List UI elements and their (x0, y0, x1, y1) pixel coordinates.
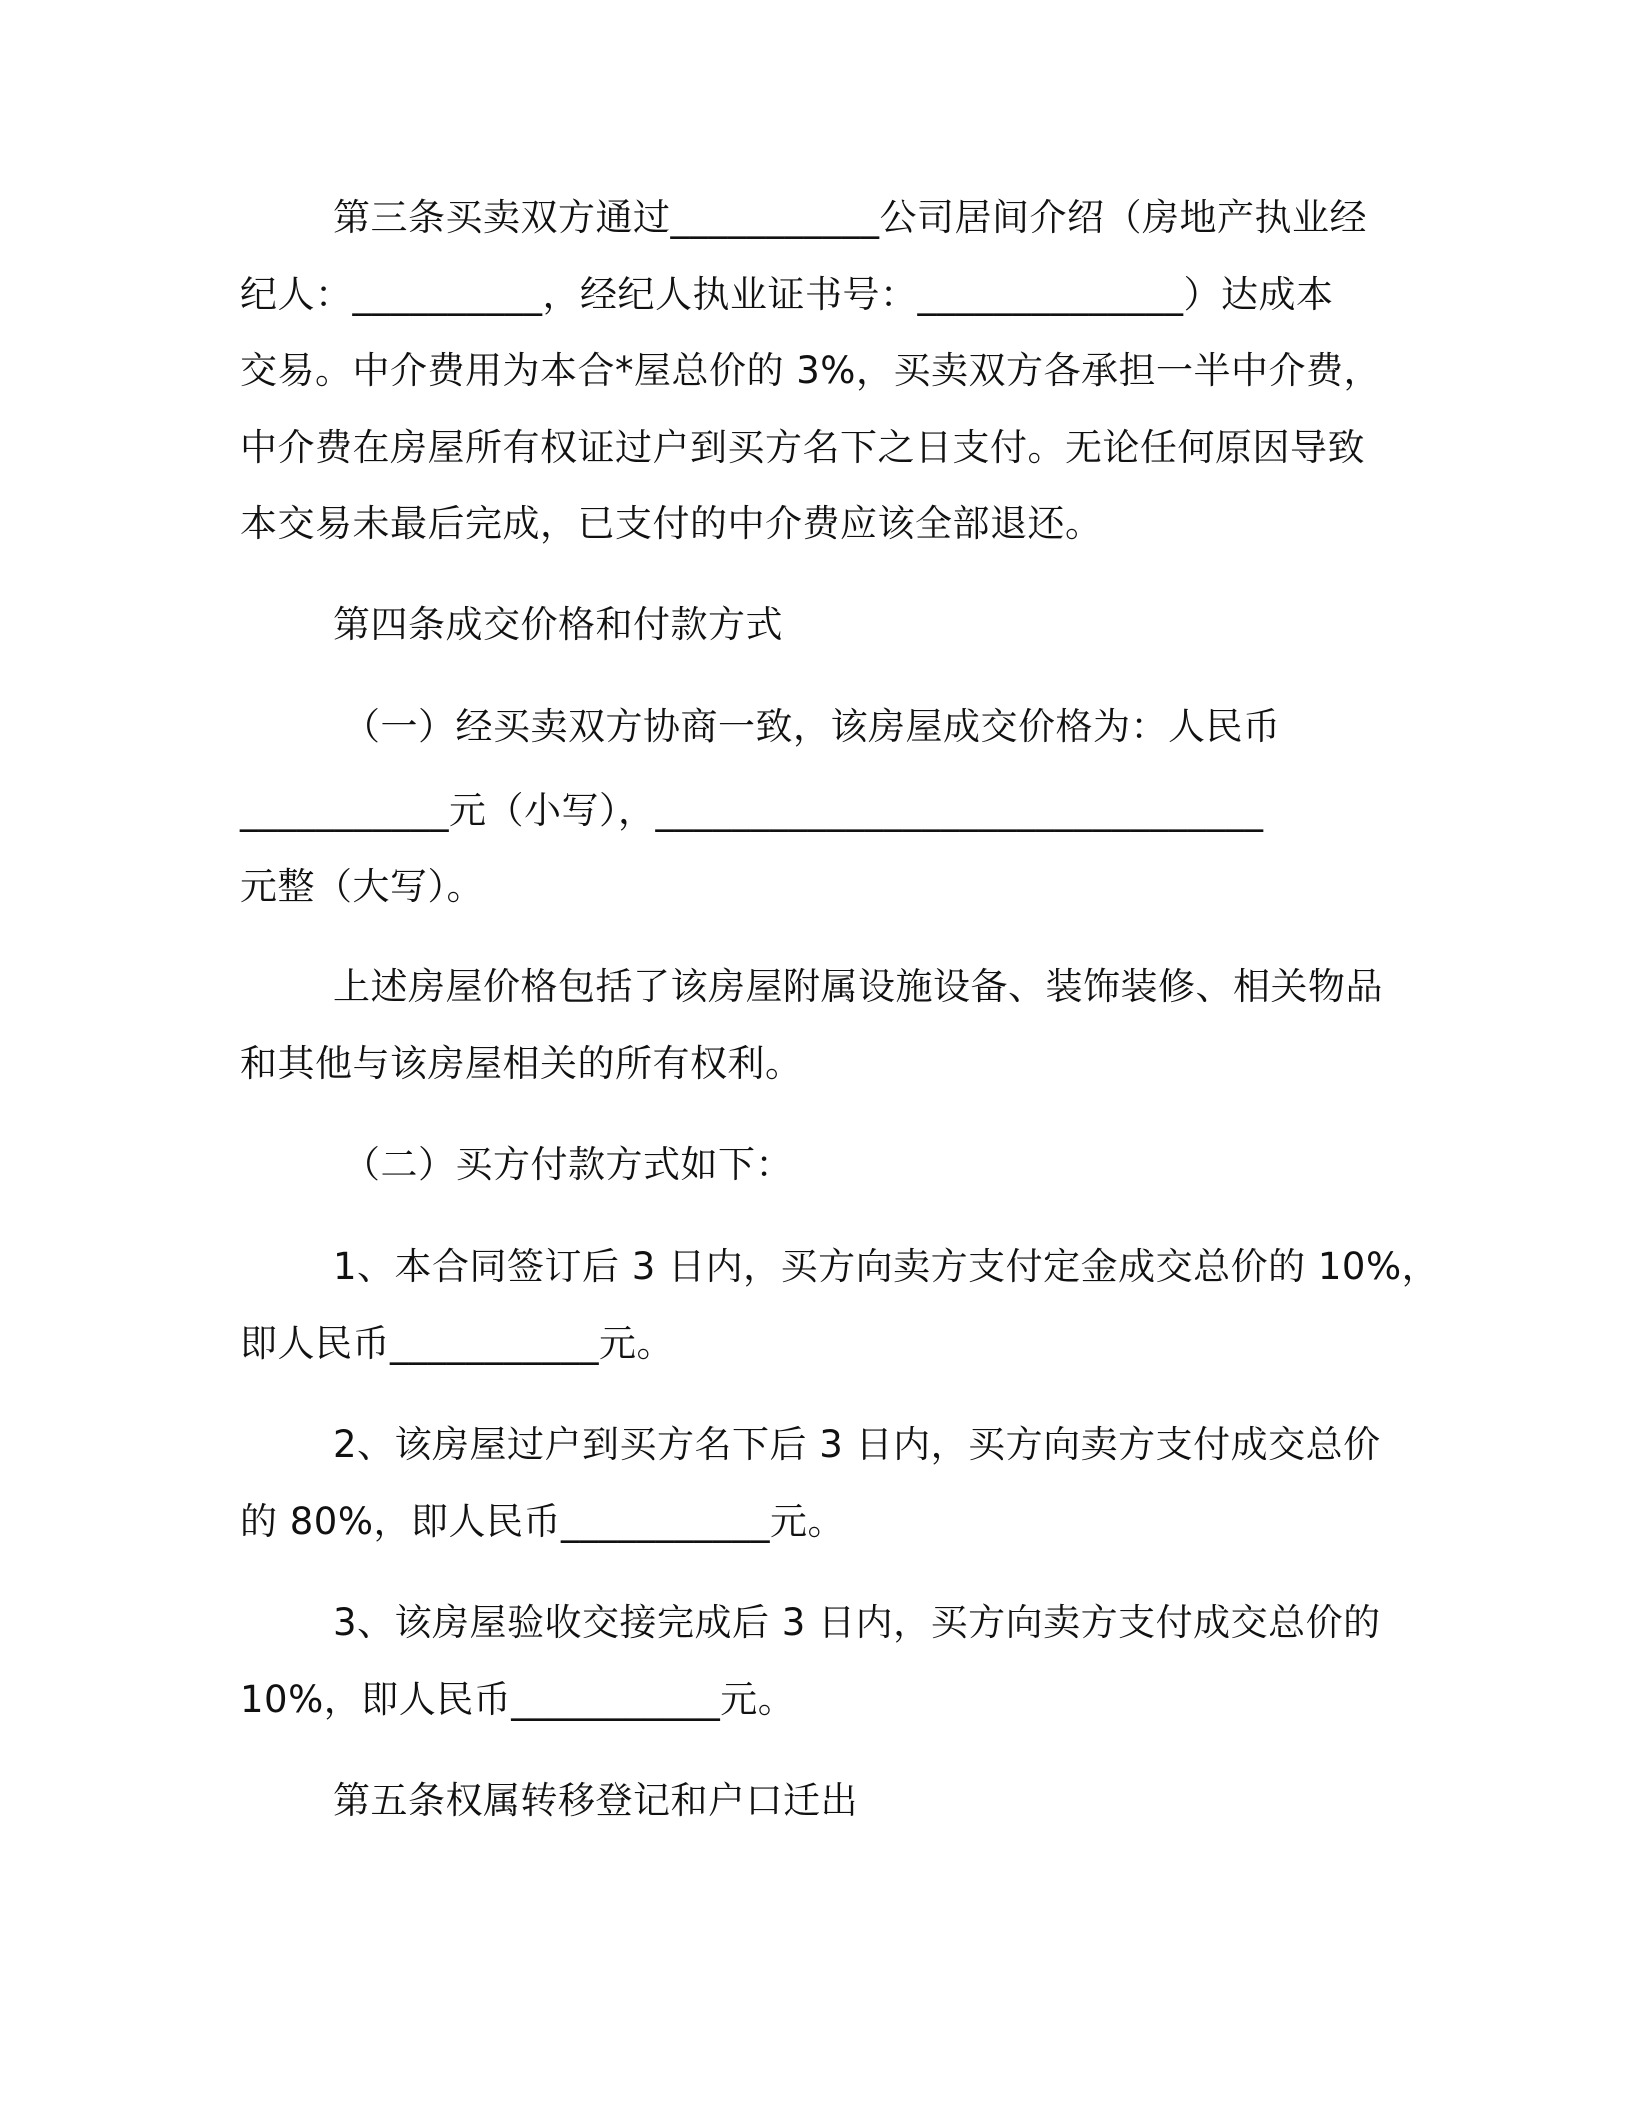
article-3-line-5: 本交易未最后完成，已支付的中介费应该全部退还。 (240, 502, 1103, 545)
payment-2-line-1: 2、该房屋过户到买方名下后 3 日内，买方向卖方支付成交总价 (333, 1423, 1381, 1466)
article-3-line-2: 纪人：__________，经纪人执业证书号：______________）达成本 (240, 273, 1334, 316)
article-3-line-1: 第三条买卖双方通过___________公司居间介绍（房地产执业经 (333, 196, 1367, 239)
price-clause-line-3: 元整（大写）。 (240, 865, 484, 908)
payment-3-line-1: 3、该房屋验收交接完成后 3 日内，买方向卖方支付成交总价的 (333, 1601, 1381, 1644)
payment-1-line-1: 1、本合同签订后 3 日内，买方向卖方支付定金成交总价的 10%， (333, 1245, 1440, 1288)
payment-method-heading: （二）买方付款方式如下： (343, 1143, 793, 1186)
article-3-line-3: 交易。中介费用为本合*屋总价的 3%，买卖双方各承担一半中介费， (240, 349, 1381, 392)
article-4-heading: 第四条成交价格和付款方式 (333, 603, 783, 646)
price-clause-line-1: （一）经买卖双方协商一致，该房屋成交价格为：人民币 (343, 705, 1281, 748)
article-5-heading: 第五条权属转移登记和户口迁出 (333, 1779, 858, 1822)
article-3-line-4: 中介费在房屋所有权证过户到买方名下之日支付。无论任何原因导致 (240, 426, 1365, 469)
price-scope-line-1: 上述房屋价格包括了该房屋附属设施设备、装饰装修、相关物品 (333, 965, 1383, 1008)
payment-1-line-2: 即人民币___________元。 (240, 1322, 674, 1365)
price-clause-line-2: ___________元（小写），________________________________ (240, 789, 1264, 832)
price-scope-line-2: 和其他与该房屋相关的所有权利。 (240, 1042, 803, 1085)
payment-2-line-2: 的 80%，即人民币___________元。 (240, 1500, 845, 1543)
payment-3-line-2: 10%，即人民币___________元。 (240, 1678, 796, 1721)
